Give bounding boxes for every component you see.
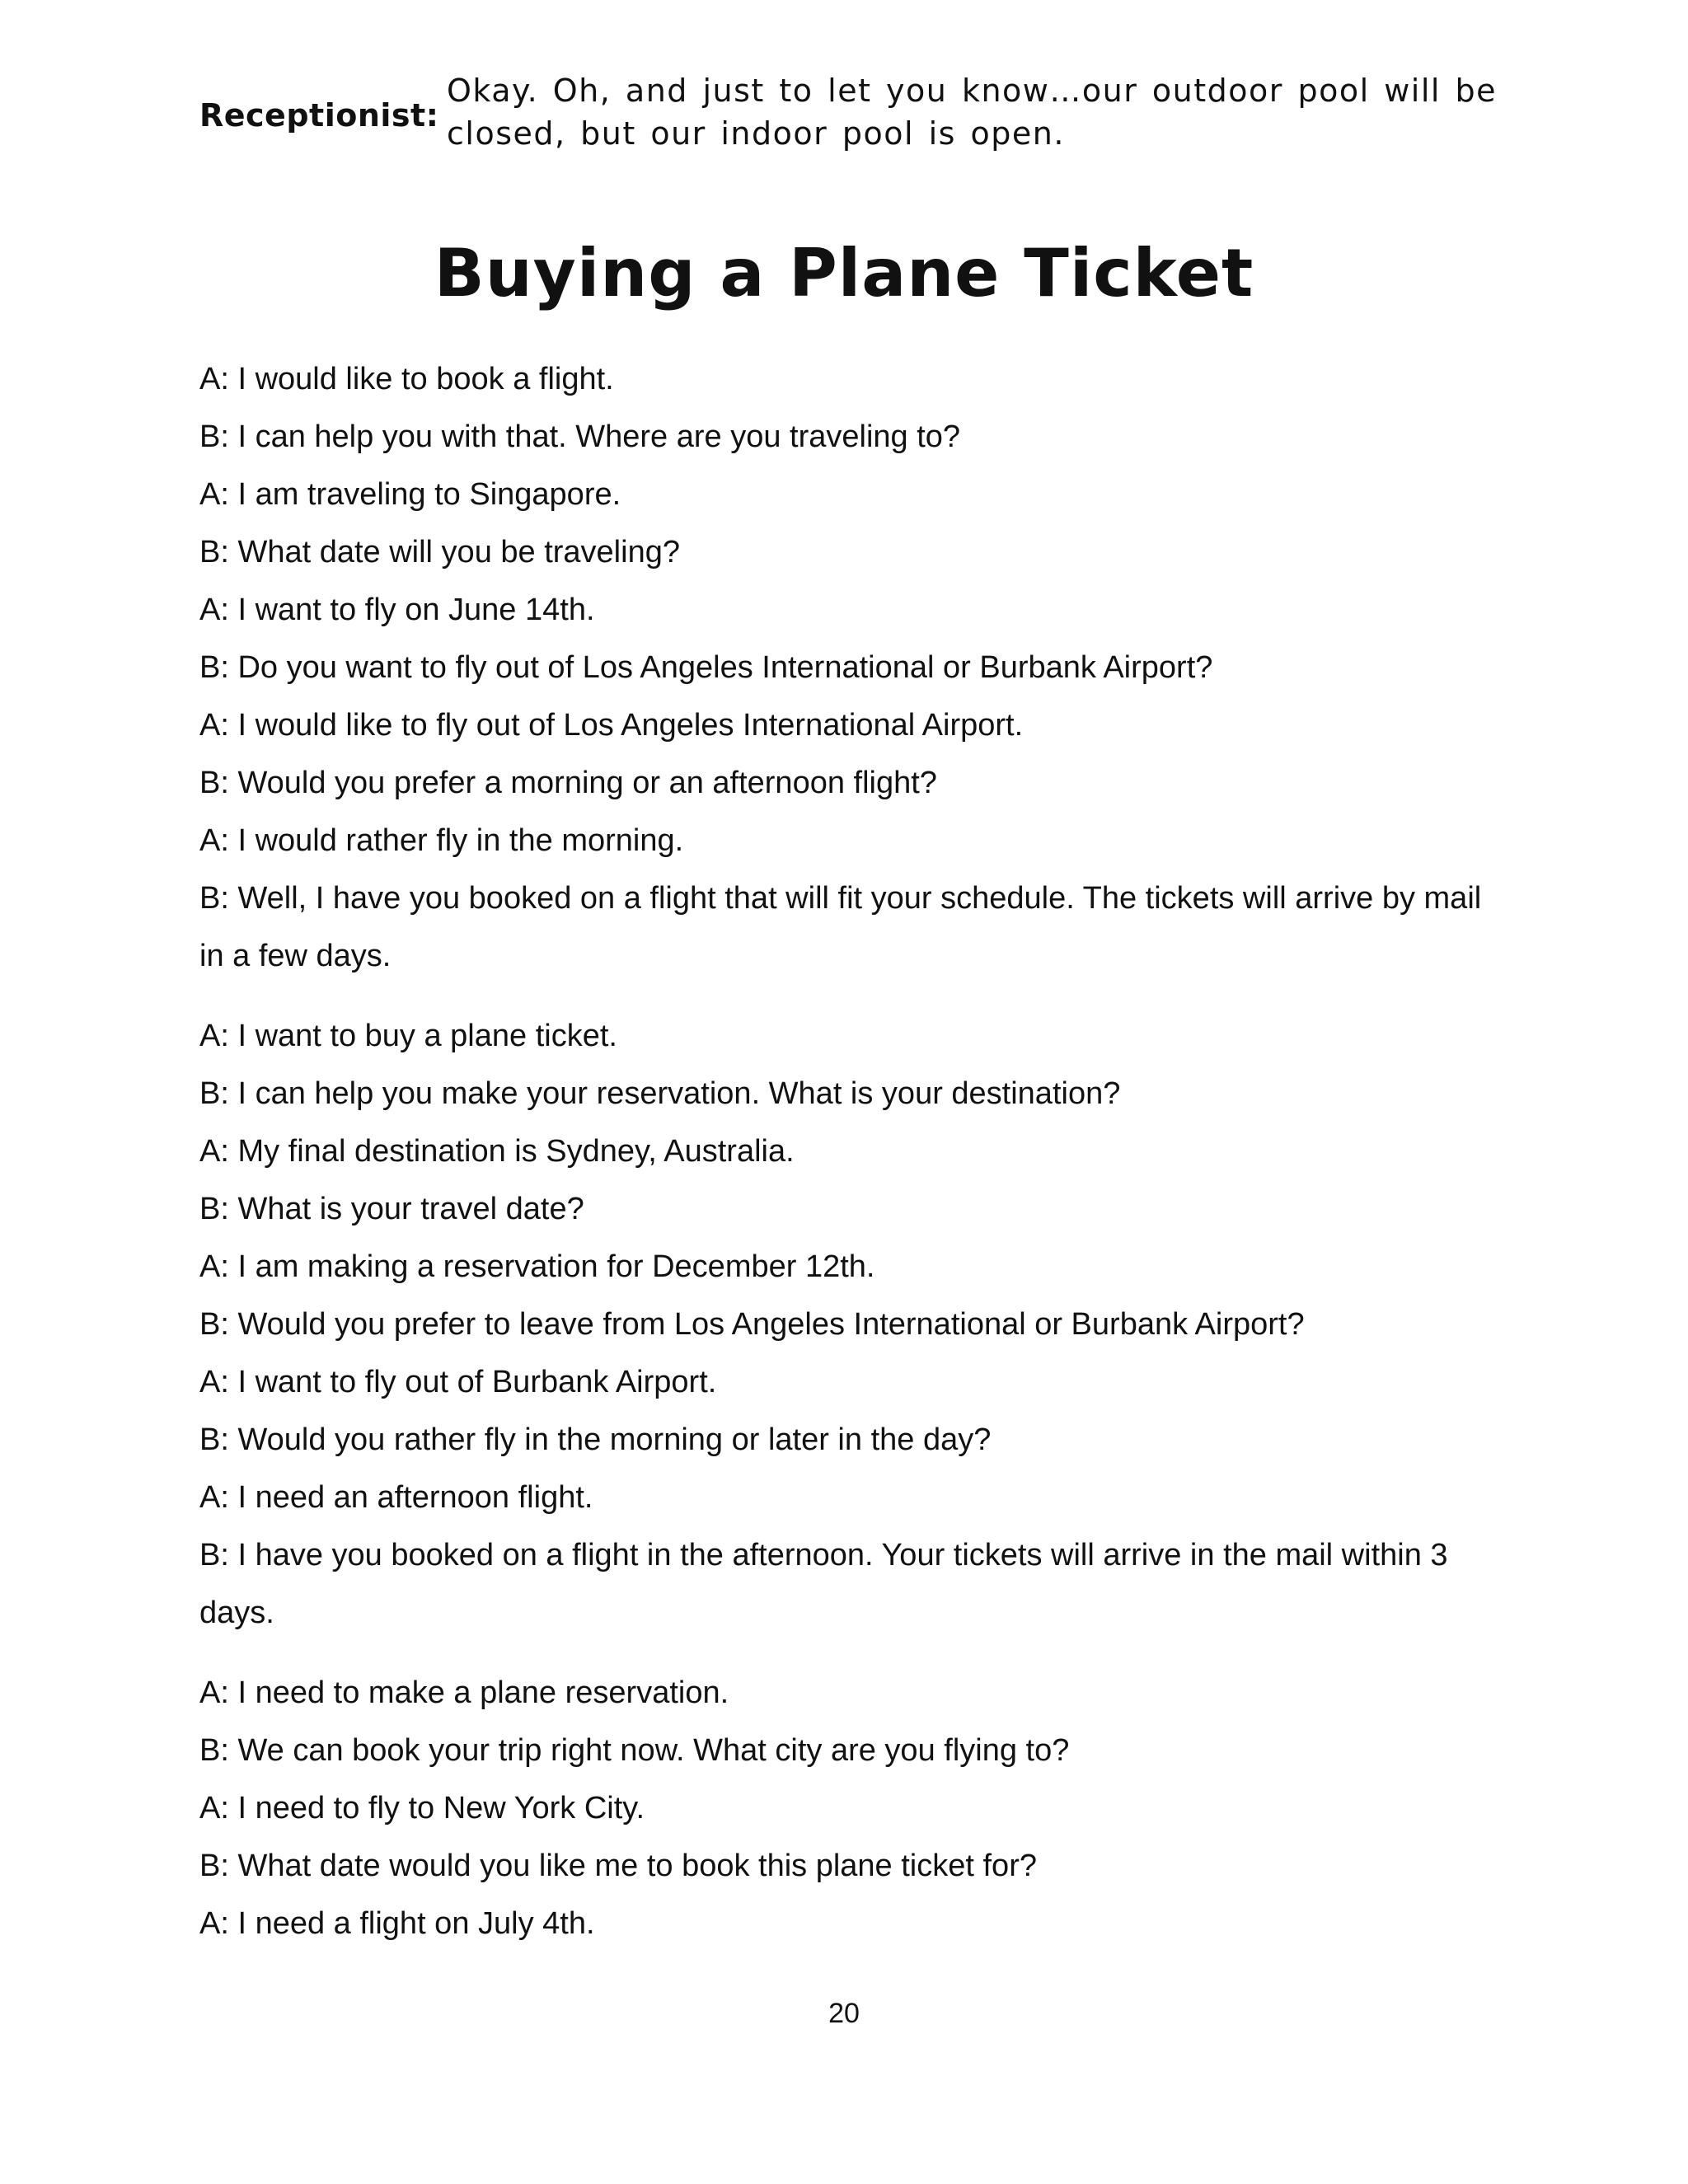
dialogue-line: A: I am traveling to Singapore. [199, 477, 621, 512]
dialogue-line: A: I am making a reservation for December 12th. [199, 1249, 875, 1284]
dialogue-line: A: I want to buy a plane ticket. [199, 1019, 617, 1053]
dialogue-1 [199, 350, 1485, 985]
dialogue-line: B: Would you rather fly in the morning or later in the day? [199, 1422, 992, 1457]
dialogue-line: A: I would like to fly out of Los Angeles International Airport. [199, 708, 1024, 743]
speaker-colon: : [425, 97, 439, 134]
dialogue-line: A: I want to fly out of Burbank Airport. [199, 1365, 717, 1399]
dialogue-line: B: What is your travel date? [199, 1192, 584, 1226]
dialogue-line: B: I can help you with that. Where are you traveling to? [199, 419, 961, 454]
dialogue-line: A: I need to make a plane reservation. [199, 1675, 729, 1710]
page-title: Buying a Plane Ticket [434, 235, 1254, 312]
speaker-name: Receptionist [199, 97, 426, 134]
dialogue-line: A: I want to fly on June 14th. [199, 593, 595, 627]
dialogue-line: A: My final destination is Sydney, Australia. [199, 1134, 795, 1169]
dialogue-line: B: I can help you make your reservation. What is your destination? [199, 1076, 1121, 1111]
dialogue-3 [199, 1664, 1485, 1952]
speaker-label [199, 97, 438, 134]
dialogue-line: B: What date will you be traveling? [199, 535, 680, 569]
receptionist-block [199, 69, 1498, 160]
page-number: 20 [828, 1998, 860, 2029]
dialogue-2 [199, 1007, 1485, 1642]
dialogue-line: B: Do you want to fly out of Los Angeles International or Burbank Airport? [199, 650, 1213, 685]
dialogue-line: B: I have you booked on a flight in the afternoon. Your tickets will arrive in the mail within 3 days. [199, 1538, 1448, 1630]
receptionist-line: Okay. Oh, and just to let you know…our outdoor pool will be closed, but our indoor pool is open. [447, 73, 1498, 152]
dialogue-line: A: I would rather fly in the morning. [199, 823, 684, 858]
dialogue-line: B: Would you prefer a morning or an afternoon flight? [199, 766, 937, 800]
dialogue-line: B: Well, I have you booked on a flight that will fit your schedule. The tickets will arrive by mail in a few days. [199, 881, 1482, 973]
dialogue-line: A: I would like to book a flight. [199, 362, 614, 396]
dialogue-line: A: I need to fly to New York City. [199, 1791, 645, 1825]
dialogue-line: A: I need a flight on July 4th. [199, 1906, 595, 1941]
dialogue-line: A: I need an afternoon flight. [199, 1480, 593, 1515]
dialogue-line: B: What date would you like me to book this plane ticket for? [199, 1849, 1037, 1883]
dialogue-line: B: Would you prefer to leave from Los Angeles International or Burbank Airport? [199, 1307, 1305, 1342]
dialogue-list [199, 350, 1485, 1975]
dialogue-line: B: We can book your trip right now. What city are you flying to? [199, 1733, 1070, 1768]
